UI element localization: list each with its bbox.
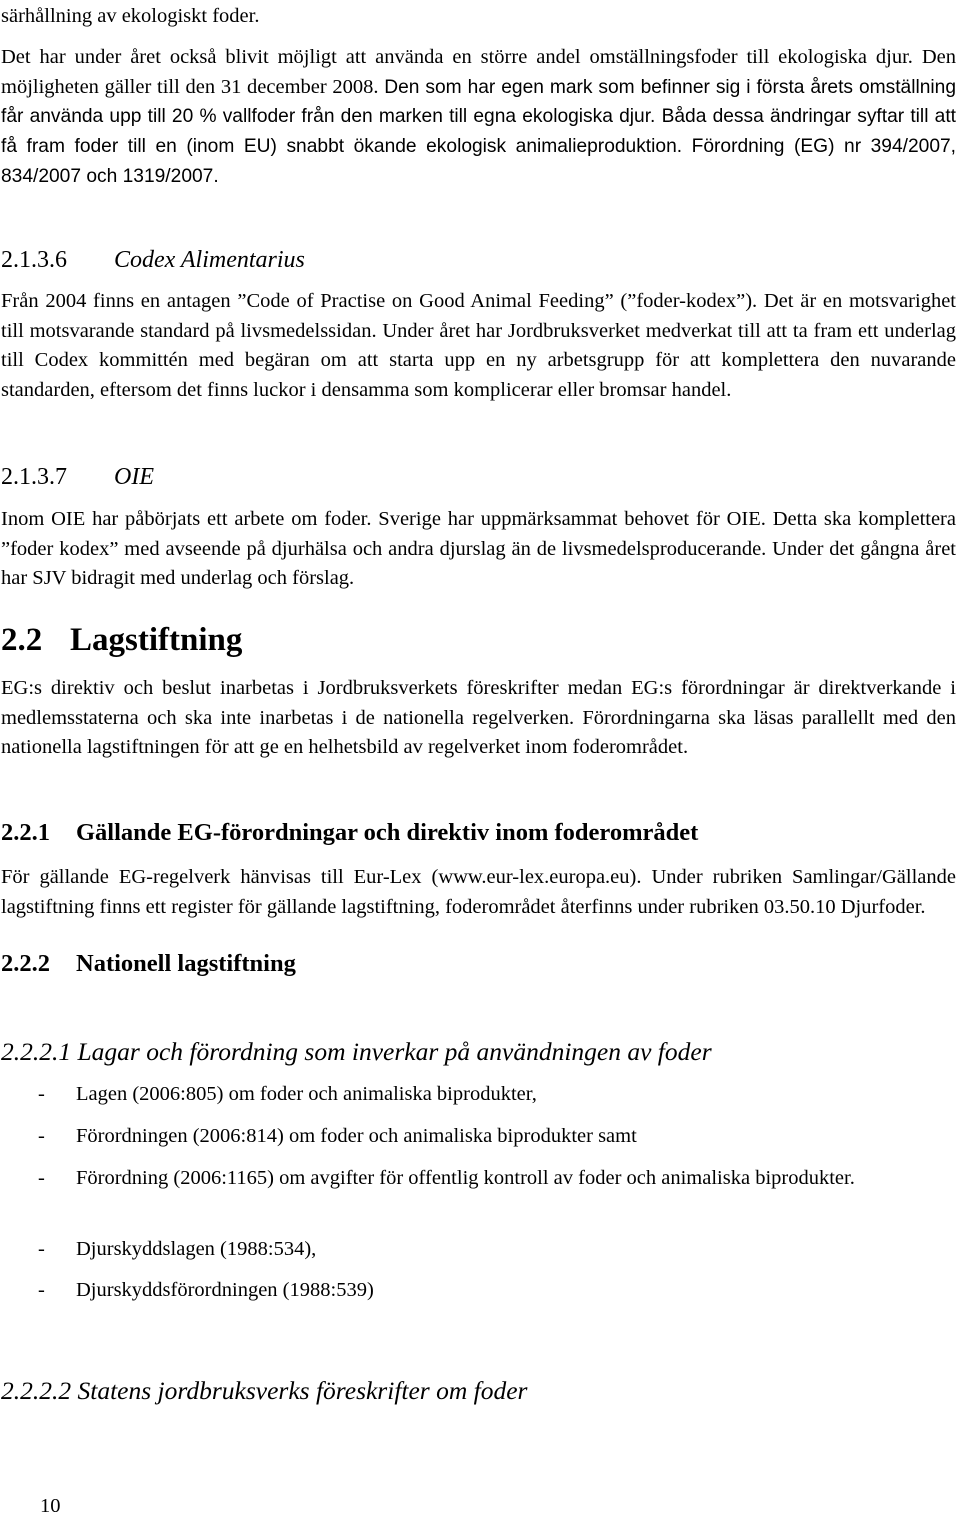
paragraph-oie: Inom OIE har påbörjats ett arbete om foder. Sverige har uppmärksammat behovet för OIE. Detta ska komplettera ”foder kodex” med avseende på djurhälsa och andra djurslag än de livsmedelsproducerande. Under det gångna året har SJV bidragit med underlag och förslag. <box>1 508 956 590</box>
paragraph-omstallningsfoder-sans: Den som har egen mark som befinner sig i första årets omställning får använda upp till 20 % vallfoder från den marken till egna ekologiska djur. Båda dessa ändringar syftar till att få fram foder till en (inom EU) snabbt ökande ekologisk animalieproduktion. Förordning (EG) nr 394/2007, 834/2007 och 1319/2007. <box>1 76 957 187</box>
heading-number: 2.2 <box>1 622 43 658</box>
heading-2-2-2-2: 2.2.2.2 Statens jordbruksverks föreskrifter om foder <box>1 1376 528 1405</box>
list-dash: - <box>38 1238 45 1260</box>
heading-2-2-1 <box>1 817 698 849</box>
heading-title: Nationell lagstiftning <box>76 950 296 977</box>
list-item <box>1 1164 956 1194</box>
list-dash: - <box>38 1125 45 1147</box>
heading-number: 2.1.3.7 <box>1 464 67 490</box>
heading-2-2-2-1: 2.2.2.1 Lagar och förordning som inverkar på användningen av foder <box>1 1037 712 1066</box>
list-item-text: Lagen (2006:805) om foder och animaliska biprodukter, <box>76 1083 537 1105</box>
paragraph-codex: Från 2004 finns en antagen ”Code of Practise on Good Animal Feeding” (”foder-kodex”). Det är en motsvarighet till motsvarande standard på livsmedelssidan. Under året har Jordbruksverket medverkat till att ta fram ett underlag till Codex kommittén med begäran om att starta upp en ny arbetsgrupp för att komplettera den nuvarande standarden, eftersom det finns luckor i densamma som komplicerar eller bromsar handel. <box>1 290 956 402</box>
list-item <box>1 1122 956 1152</box>
list-item-text: Förordningen (2006:814) om foder och animaliska biprodukter samt <box>76 1125 637 1147</box>
heading-2-2 <box>1 620 242 660</box>
heading-2-1-3-6 <box>1 245 305 275</box>
paragraph-intro-fragment: särhållning av ekologiskt foder. <box>1 5 260 27</box>
paragraph-lagstiftning: EG:s direktiv och beslut inarbetas i Jordbruksverkets föreskrifter medan EG:s förordningar är direktverkande i medlemsstaterna och ska inte inarbetas i de nationella regelverken. Förordningarna ska läsas parallellt med den nationella lagstiftningen för att ge en helhetsbild av regelverket inom foderområdet. <box>1 677 956 759</box>
heading-number: 2.2.2 <box>1 950 50 977</box>
paragraph-omstallningsfoder <box>1 43 956 192</box>
heading-title: OIE <box>114 464 154 490</box>
heading-title: Codex Alimentarius <box>114 247 305 273</box>
heading-number: 2.1.3.6 <box>1 247 67 273</box>
heading-2-1-3-7 <box>1 462 154 492</box>
list-item-text: Förordning (2006:1165) om avgifter för offentlig kontroll av foder och animaliska biprodukter. <box>76 1167 855 1189</box>
list-dash: - <box>38 1279 45 1301</box>
list-dash: - <box>38 1083 45 1105</box>
paragraph-eur-lex: För gällande EG-regelverk hänvisas till Eur-Lex (www.eur-lex.europa.eu). Under rubriken Samlingar/Gällande lagstiftning finns ett register för gällande lagstiftning, foderområdet återfinns under rubriken 03.50.10 Djurfoder. <box>1 866 956 918</box>
list-item <box>1 1080 956 1110</box>
heading-number: 2.2.1 <box>1 819 50 846</box>
list-dash: - <box>38 1167 45 1189</box>
list-item <box>1 1276 956 1306</box>
heading-title: Gällande EG-förordningar och direktiv inom foderområdet <box>76 819 699 846</box>
heading-2-2-2 <box>1 948 296 980</box>
heading-title: Lagstiftning <box>70 622 243 658</box>
list-item <box>1 1235 956 1265</box>
list-item-text: Djurskyddsförordningen (1988:539) <box>76 1279 374 1301</box>
paragraph-omstallningsfoder-serif: Det har under året också blivit möjligt att använda en större andel omställningsfoder till ekologiska djur. Den möjligheten gäller till den 31 december 2008. <box>1 46 956 98</box>
list-item-text: Djurskyddslagen (1988:534), <box>76 1238 317 1260</box>
page-number: 10 <box>40 1495 61 1517</box>
